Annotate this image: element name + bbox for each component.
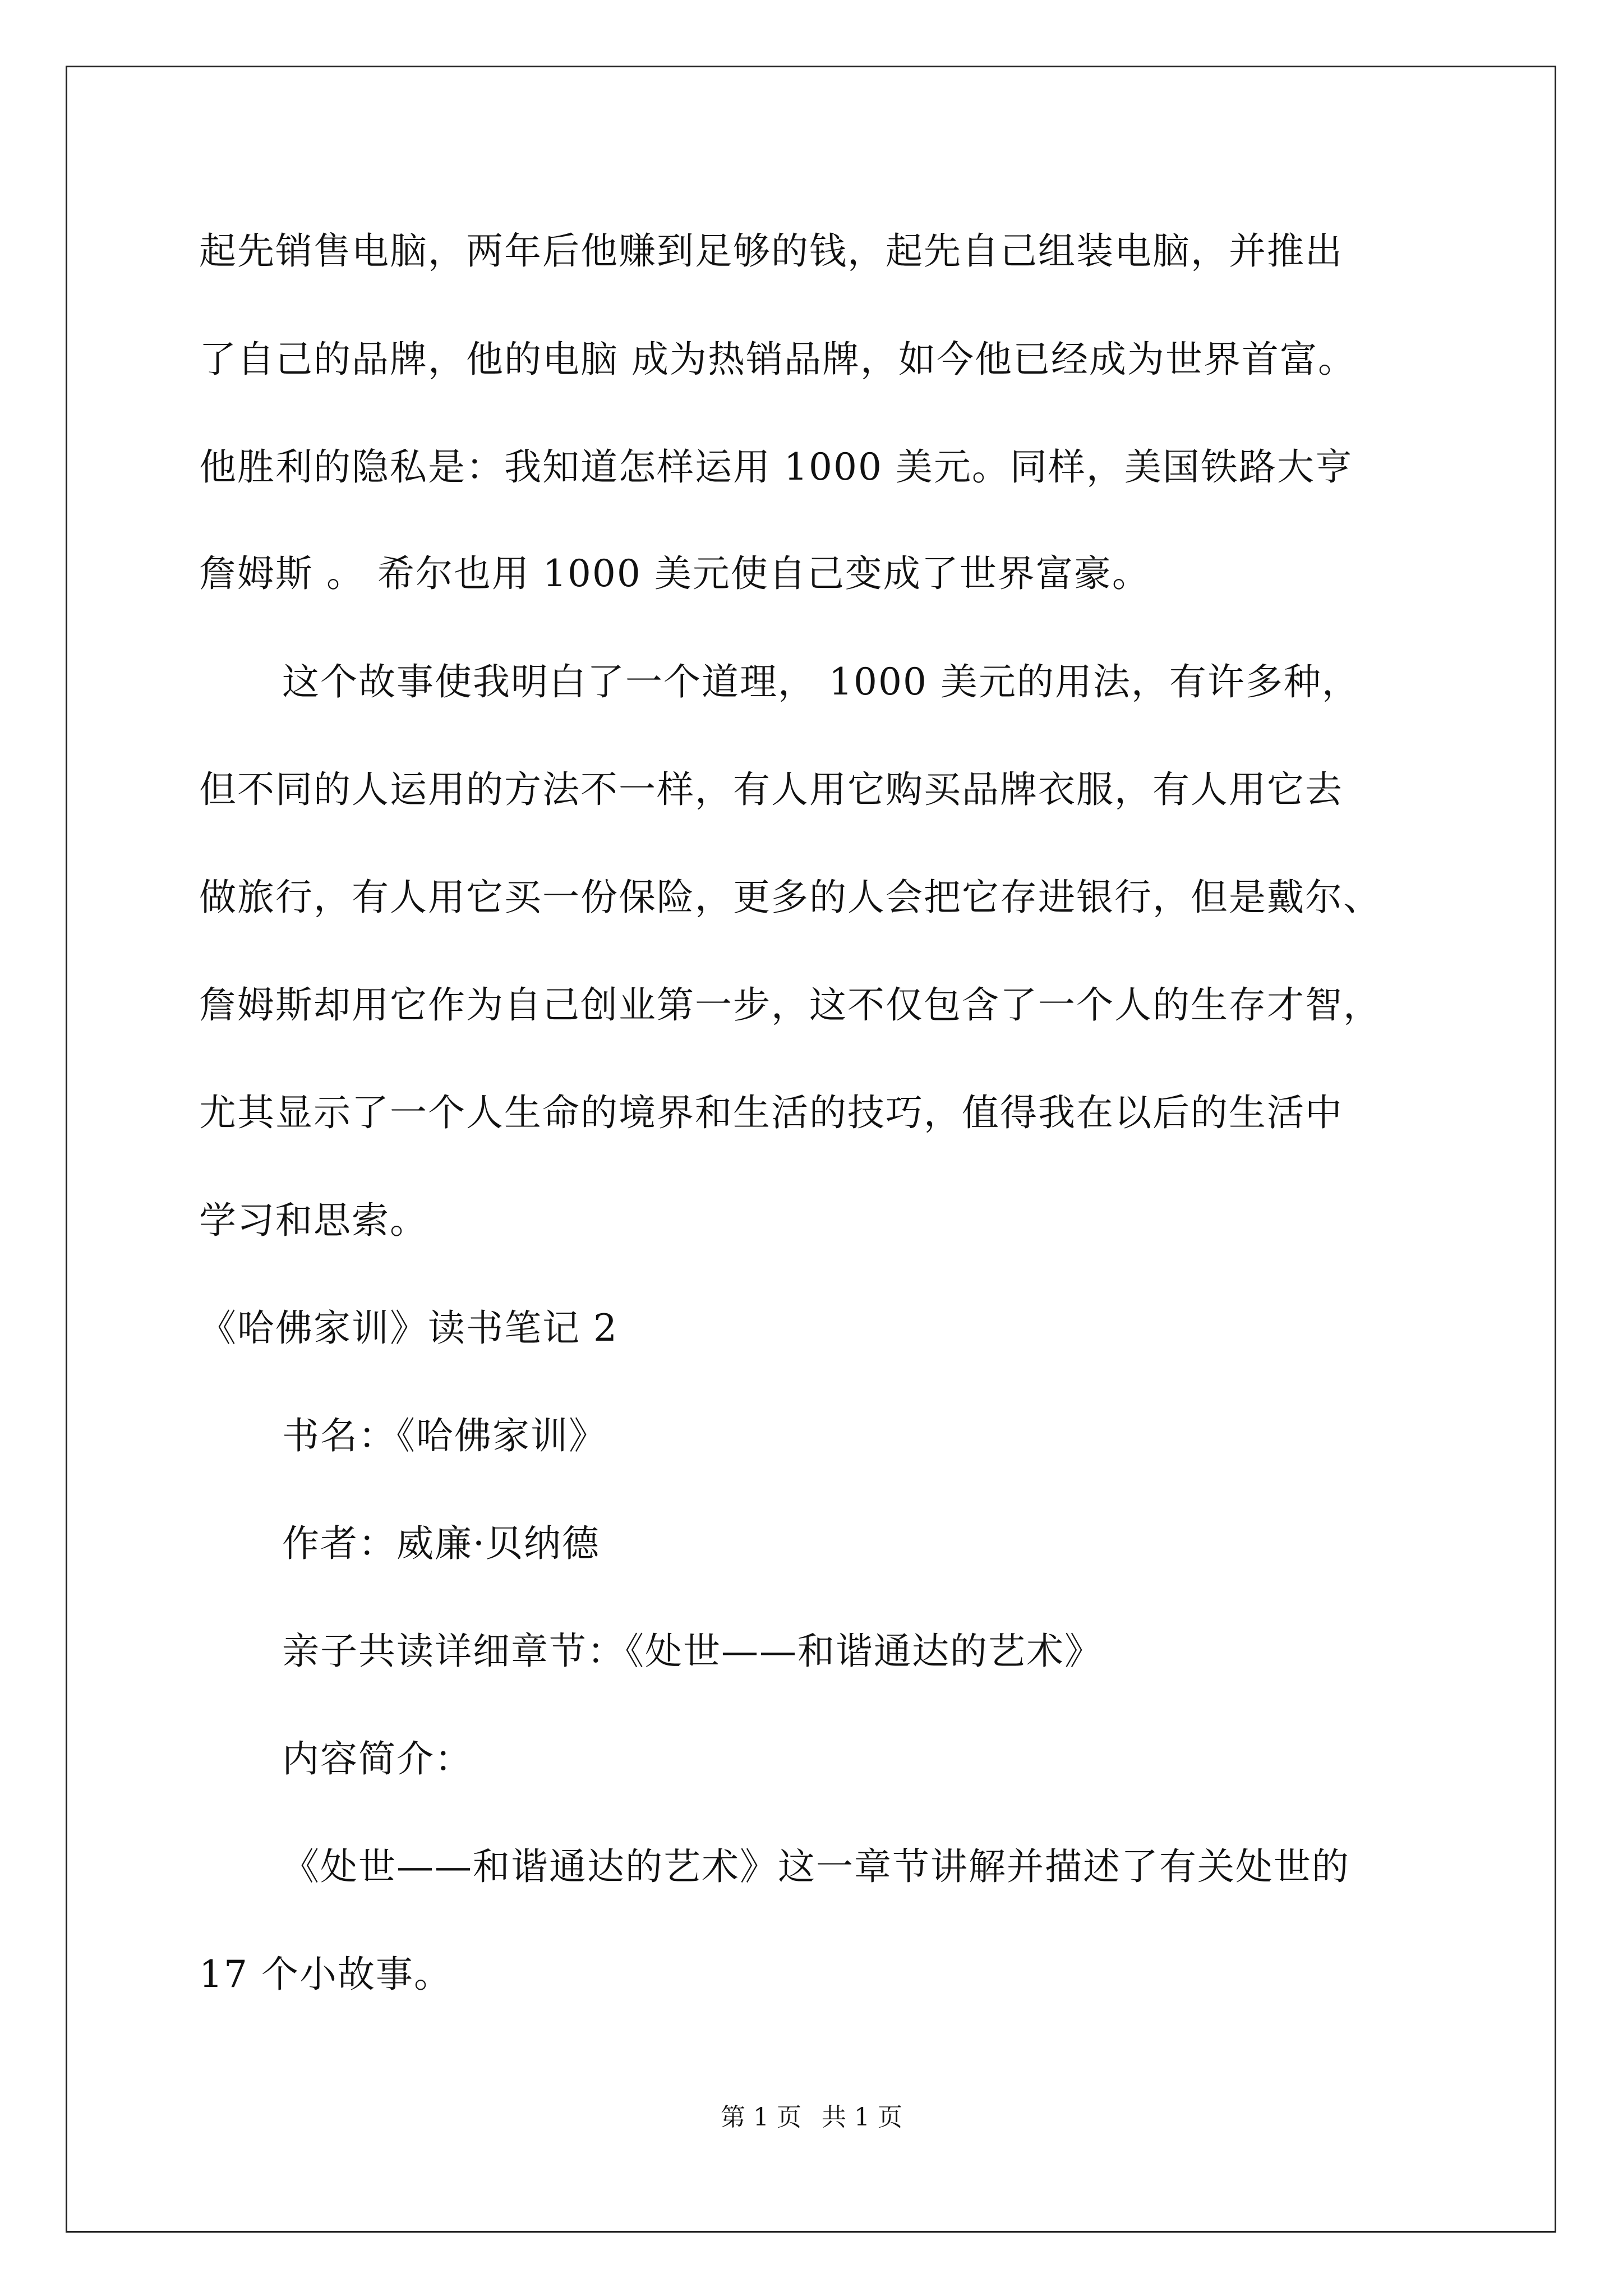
paragraph-line: 但不同的人运用的方法不一样，有人用它购买品牌衣服，有人用它去 [199, 768, 1343, 811]
summary-label: 内容简介： [282, 1737, 473, 1780]
paragraph-line: 了自己的品牌，他的电脑 成为热销品牌，如今他已经成为世界首富。 [199, 338, 1356, 381]
page-number: 第 1 页 [721, 2103, 801, 2132]
paragraph-line: 尤其显示了一个人生命的境界和生活的技巧，值得我在以后的生活中 [199, 1091, 1343, 1134]
book-title-line: 书名：《哈佛家训》 [282, 1414, 607, 1457]
paragraph-line: 詹姆斯 。 希尔也用 1000 美元使自己变成了世界富豪。 [199, 552, 1150, 595]
paragraph-line: 做旅行，有人用它买一份保险，更多的人会把它存进银行，但是戴尔、 [199, 876, 1381, 919]
page-border [66, 66, 1556, 2233]
author-line: 作者：威廉·贝纳德 [282, 1522, 600, 1565]
page-total: 共 1 页 [822, 2103, 902, 2132]
paragraph-line: 詹姆斯却用它作为自己创业第一步，这不仅包含了一个人的生存才智， [199, 983, 1381, 1027]
paragraph-line: 17 个小故事。 [199, 1953, 452, 1996]
paragraph-line: 学习和思索。 [199, 1199, 428, 1242]
paragraph-line: 《处世——和谐通达的艺术》这一章节讲解并描述了有关处世的 [282, 1845, 1350, 1888]
chapter-line: 亲子共读详细章节：《处世——和谐通达的艺术》 [282, 1630, 1103, 1673]
paragraph-line: 他胜利的隐私是：我知道怎样运用 1000 美元。同样，美国铁路大亨 [199, 445, 1353, 489]
page-footer [0, 2102, 1623, 2133]
paragraph-line: 起先销售电脑，两年后他赚到足够的钱，起先自己组装电脑，并推出 [199, 229, 1343, 273]
section-heading: 《哈佛家训》读书笔记 2 [199, 1306, 618, 1350]
paragraph-line: 这个故事使我明白了一个道理， 1000 美元的用法，有许多种， [282, 660, 1360, 703]
